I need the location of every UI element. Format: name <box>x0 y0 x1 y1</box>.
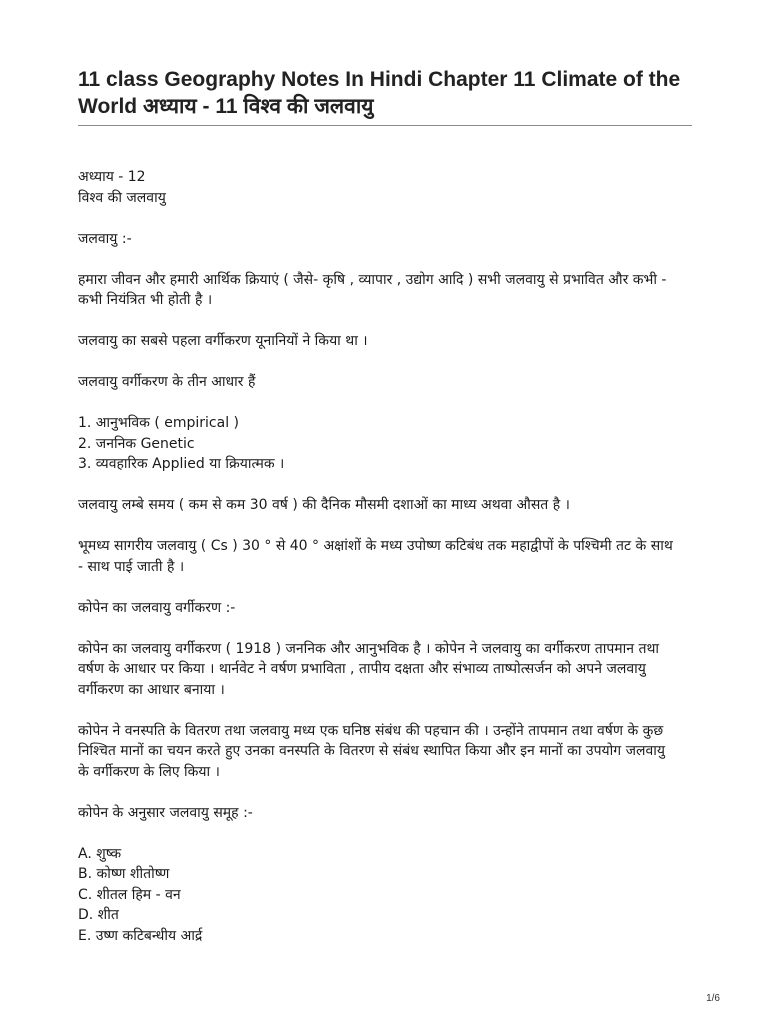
title-divider <box>78 125 692 126</box>
climate-group-item: C. शीतल हिम - वन <box>78 886 181 903</box>
paragraph-1: हमारा जीवन और हमारी आर्थिक क्रियाएं ( जैसे- कृषि , व्यापार , उद्योग आदि ) सभी जलवायु से प्रभावित और कभी - कभी नियंत्रित भी होती है । <box>78 271 667 308</box>
page-number: 1/6 <box>706 993 720 1004</box>
climate-group-item: E. उष्ण कटिबन्धीय आर्द्र <box>78 927 203 944</box>
climate-group-item: D. शीत <box>78 907 119 923</box>
climate-groups-heading: कोपेन के अनुसार जलवायु समूह :- <box>78 804 253 821</box>
chapter-label: अध्याय - 12 <box>78 169 146 185</box>
paragraph-2: जलवायु का सबसे पहला वर्गीकरण यूनानियों ने किया था । <box>78 333 368 349</box>
paragraph-7: कोपेन ने वनस्पति के वितरण तथा जलवायु मध्य एक घनिष्ठ संबंध की पहचान की । उन्होंने तापमान तथा वर्षण के कुछ निश्चित मानों का चयन करते हुए उनका वनस्पति के वितरण से संबंध स्थापित किया और इन मानों का उपयोग जलवायु के वर्गीकरण के लिए किया । <box>78 722 666 780</box>
climate-group-item: A. शुष्क <box>78 845 122 862</box>
climate-group-item: B. कोष्ण शीतोष्ण <box>78 866 170 882</box>
document-title: 11 class Geography Notes In Hindi Chapter 11 Climate of the World अध्याय - 11 विश्व की जलवायु <box>78 68 681 118</box>
paragraph-3: जलवायु वर्गीकरण के तीन आधार हैं <box>78 374 256 390</box>
paragraph-4: जलवायु लम्बे समय ( कम से कम 30 वर्ष ) की दैनिक मौसमी दशाओं का माध्य अथवा औसत है । <box>78 497 570 513</box>
basis-item: 2. जननिक Genetic <box>78 435 195 452</box>
paragraph-6: कोपेन का जलवायु वर्गीकरण ( 1918 ) जननिक और आनुभविक है । कोपेन ने जलवायु का वर्गीकरण तापमान तथा वर्षण के आधार पर किया । थार्नवेट ने वर्षण प्रभाविता , तापीय दक्षता और संभाव्य ताष्पोत्सर्जन को अपने जलवायु वर्गीकरण का आधार बनाया । <box>78 640 660 698</box>
koppen-heading: कोपेन का जलवायु वर्गीकरण :- <box>78 599 236 616</box>
climate-heading: जलवायु :- <box>78 230 132 247</box>
basis-item: 1. आनुभविक ( empirical ) <box>78 415 240 431</box>
document-body <box>78 167 678 946</box>
paragraph-5: भूमध्य सागरीय जलवायु ( Cs ) 30 ° से 40 ° अक्षांशों के मध्य उपोष्ण कटिबंध तक महाद्वीपों के पश्चिमी तट के साथ - साथ पाई जाती है । <box>78 538 673 575</box>
chapter-name: विश्व की जलवायु <box>78 189 166 206</box>
basis-item: 3. व्यवहारिक Applied या क्रियात्मक । <box>78 456 285 472</box>
